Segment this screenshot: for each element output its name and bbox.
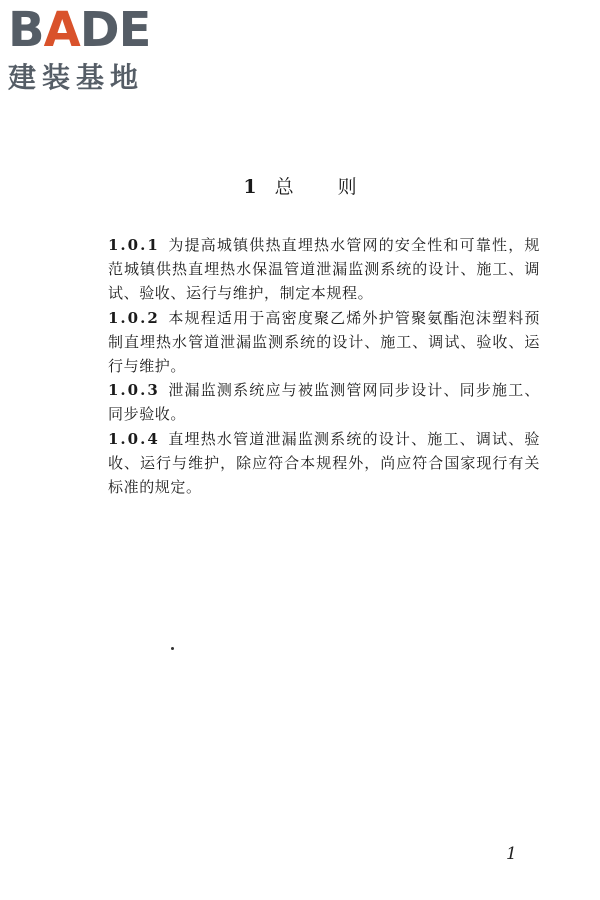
clause-number: 1.0.4 bbox=[108, 429, 160, 448]
logo-wordmark bbox=[8, 4, 150, 56]
page-number: 1 bbox=[506, 844, 517, 864]
clause-1-0-1 bbox=[108, 233, 540, 306]
print-speck bbox=[171, 647, 174, 650]
clause-number: 1.0.1 bbox=[108, 236, 160, 254]
chapter-title bbox=[0, 175, 600, 199]
chapter-title-char-1: 总 bbox=[274, 176, 294, 198]
logo-letter-a-accent: A bbox=[43, 2, 80, 58]
clause-1-0-4 bbox=[108, 427, 540, 500]
clause-1-0-3 bbox=[108, 378, 540, 426]
logo-letters-de: DE bbox=[79, 2, 151, 58]
clause-number: 1.0.2 bbox=[108, 308, 160, 327]
chapter-number: 1 bbox=[243, 176, 257, 198]
chapter-title-char-2: 则 bbox=[337, 176, 357, 198]
clause-text: 本规程适用于高密度聚乙烯外护管聚氨酯泡沫塑料预制直埋热水管道泄漏监测系统的设计、施工、调试、验收、运行与维护。 bbox=[108, 308, 540, 376]
clause-text: 为提高城镇供热直埋热水管网的安全性和可靠性，规范城镇供热直埋热水保温管道泄漏监测系统的设计、施工、调试、验收、运行与维护，制定本规程。 bbox=[108, 236, 540, 303]
clause-text: 泄漏监测系统应与被监测管网同步设计、同步施工、同步验收。 bbox=[108, 381, 540, 424]
clause-text: 直埋热水管道泄漏监测系统的设计、施工、调试、验收、运行与维护，除应符合本规程外，尚应符合国家现行有关标准的规定。 bbox=[108, 429, 540, 497]
clause-1-0-2 bbox=[108, 306, 540, 379]
clause-list bbox=[108, 233, 540, 499]
brand-logo bbox=[8, 4, 178, 96]
logo-letter-b: B bbox=[8, 2, 44, 58]
clause-number: 1.0.3 bbox=[108, 381, 160, 400]
logo-subtitle: 建装基地 bbox=[8, 61, 145, 94]
